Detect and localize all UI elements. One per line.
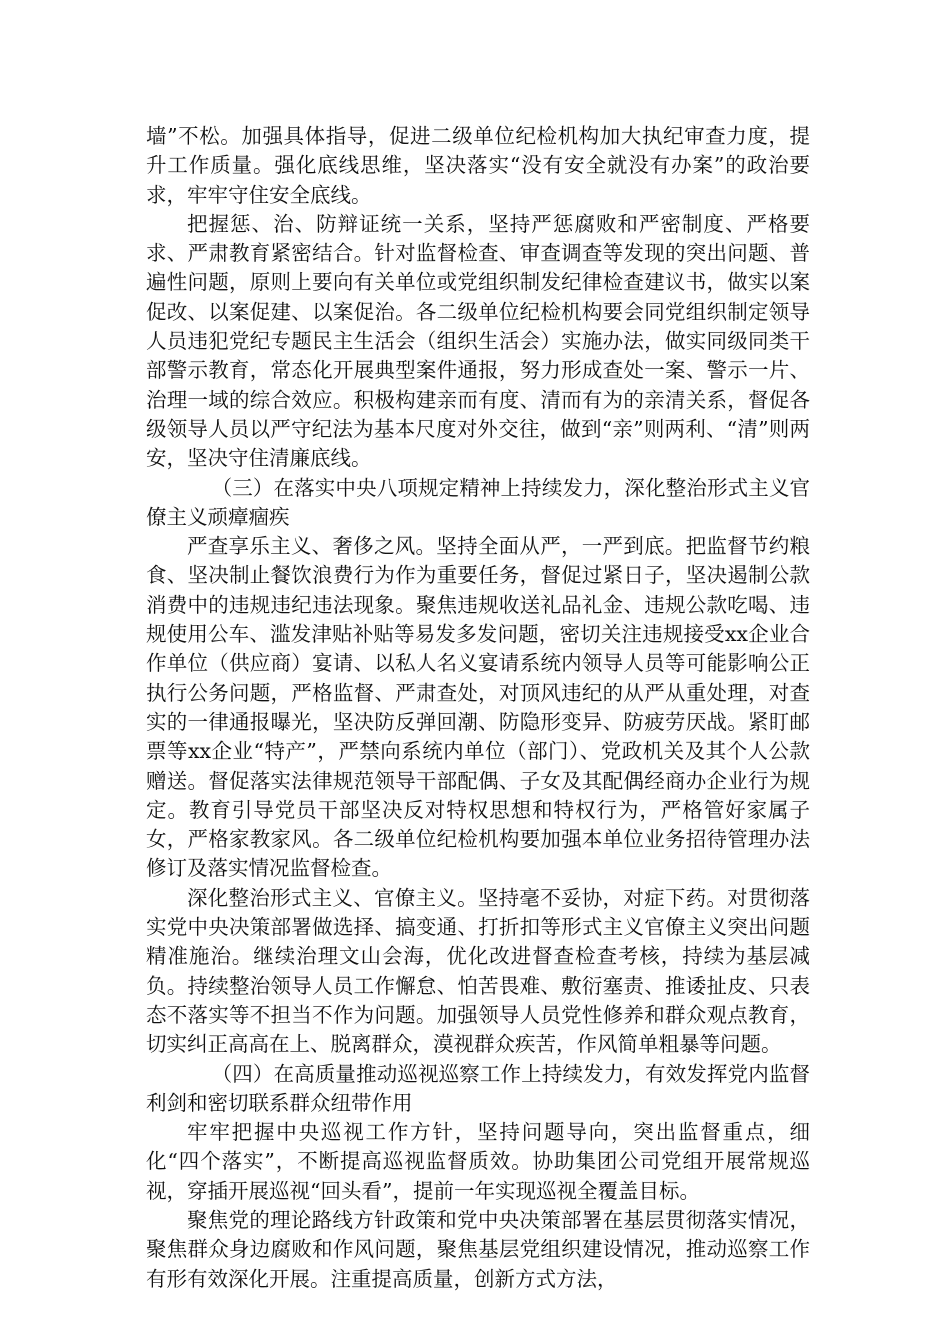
paragraph: 墙”不松。加强具体指导，促进二级单位纪检机构加大执纪审查力度，提升工作质量。强化底线思维，坚决落实“没有安全就没有办案”的政治要求，牢牢守住安全底线。 [146, 124, 810, 207]
paragraph: 牢牢把握中央巡视工作方针，坚持问题导向，突出监督重点，细化“四个落实”，不断提高巡视监督质效。协助集团公司党组开展常规巡视，穿插开展巡视“回头看”，提前一年实现巡视全覆盖目标。 [146, 1120, 810, 1203]
paragraph: 把握惩、治、防辩证统一关系，坚持严惩腐败和严密制度、严格要求、严肃教育紧密结合。针对监督检查、审查调查等发现的突出问题、普遍性问题，原则上要向有关单位或党组织制发纪律检查建议书，做实以案促改、以案促建、以案促治。各二级单位纪检机构要会同党组织制定领导人员违犯党纪专题民主生活会（组织生活会）实施办法，做实同级同类干部警示教育，常态化开展典型案件通报，努力形成查处一案、警示一片、治理一域的综合效应。积极构建亲而有度、清而有为的亲清关系，督促各级领导人员以严守纪法为基本尺度对外交往，做到“亲”则两利、“清”则两安，坚决守住清廉底线。 [146, 211, 810, 471]
paragraph: 深化整治形式主义、官僚主义。坚持毫不妥协，对症下药。对贯彻落实党中央决策部署做选择、搞变通、打折扣等形式主义官僚主义突出问题精准施治。继续治理文山会海，优化改进督查检查考核，持续为基层减负。持续整治领导人员工作懈怠、怕苦畏难、敷衍塞责、推诿扯皮、只表态不落实等不担当不作为问题。加强领导人员党性修养和群众观点教育，切实纠正高高在上、脱离群众，漠视群众疾苦，作风简单粗暴等问题。 [146, 885, 810, 1057]
section-heading: （四）在高质量推动巡视巡察工作上持续发力，有效发挥党内监督利剑和密切联系群众纽带作用 [146, 1061, 810, 1115]
paragraph: 严查享乐主义、奢侈之风。坚持全面从严，一严到底。把监督节约粮食、坚决制止餐饮浪费行为作为重要任务，督促过紧日子，坚决遏制公款消费中的违规违纪违法现象。聚焦违规收送礼品礼金、违规公款吃喝、违规使用公车、滥发津贴补贴等易发多发问题，密切关注违规接受xx企业合作单位（供应商）宴请、以私人名义宴请系统内领导人员等可能影响公正执行公务问题，严格监督、严肃查处，对顶风违纪的从严从重处理，对查实的一律通报曝光，坚决防反弹回潮、防隐形变异、防疲劳厌战。紧盯邮票等xx企业“特产”，严禁向系统内单位（部门）、党政机关及其个人公款赠送。督促落实法律规范领导干部配偶、子女及其配偶经商办企业行为规定。教育引导党员干部坚决反对特权思想和特权行为，严格管好家属子女，严格家教家风。各二级单位纪检机构要加强本单位业务招待管理办法修订及落实情况监督检查。 [146, 534, 810, 881]
section-heading: （三）在落实中央八项规定精神上持续发力，深化整治形式主义官僚主义顽瘴痼疾 [146, 475, 810, 529]
document-body [146, 122, 810, 1294]
paragraph: 聚焦党的理论路线方针政策和党中央决策部署在基层贯彻落实情况，聚焦群众身边腐败和作风问题，聚焦基层党组织建设情况，推动巡察工作有形有效深化开展。注重提高质量，创新方式方法， [146, 1207, 810, 1291]
